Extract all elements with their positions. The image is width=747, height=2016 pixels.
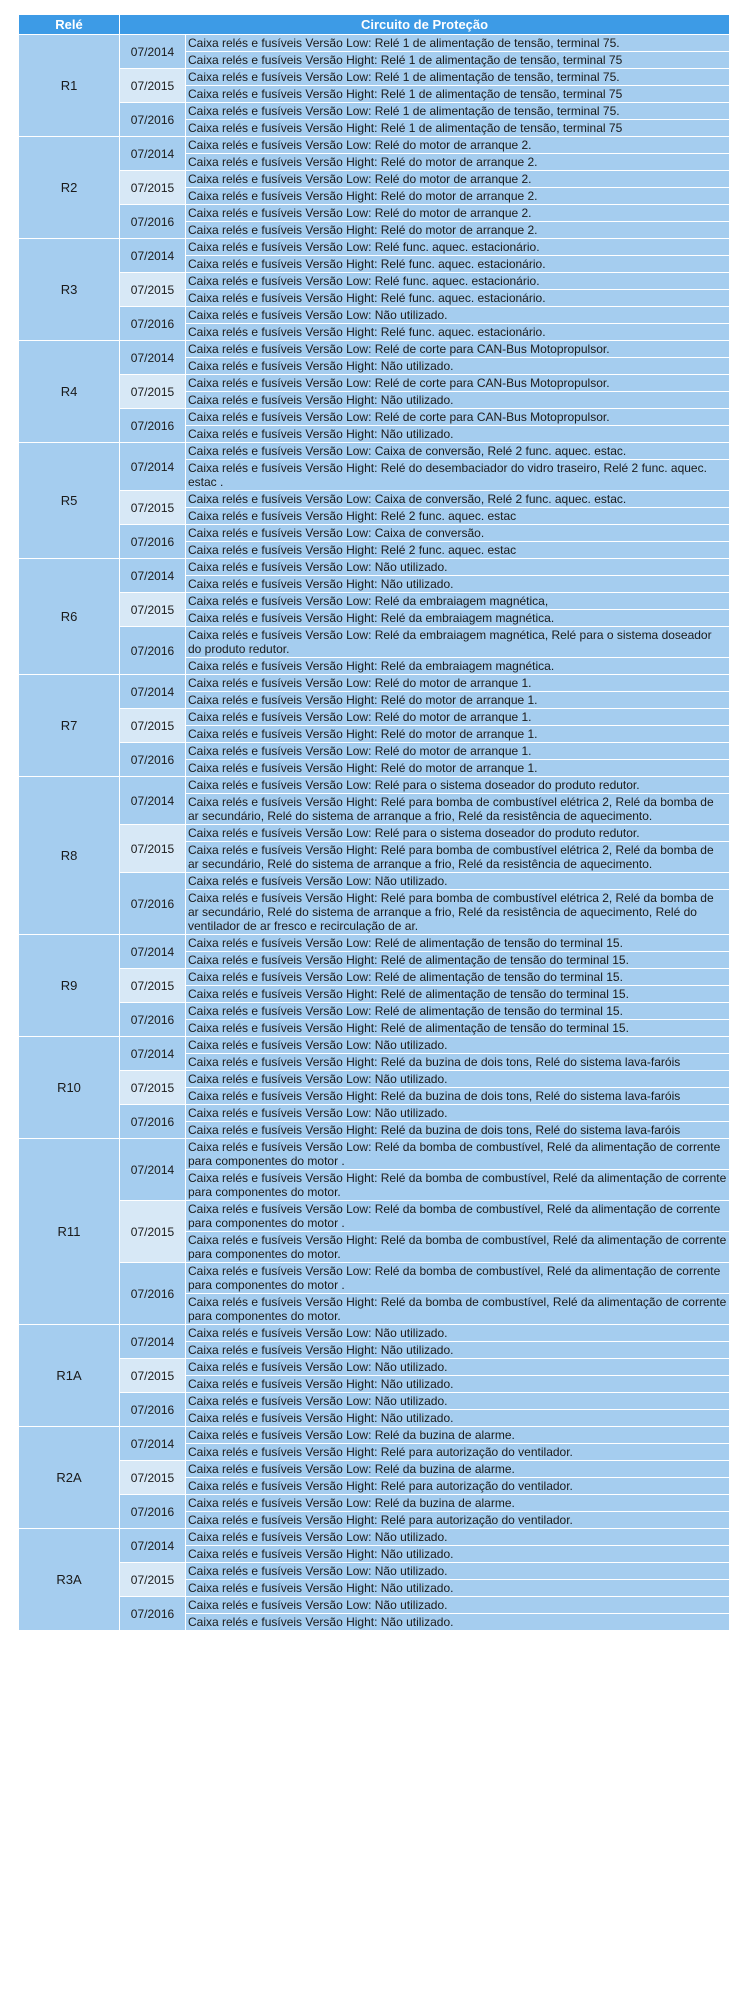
- relay-id: R9: [19, 935, 120, 1037]
- version-date: 07/2016: [120, 1597, 186, 1631]
- circuit-low: Caixa relés e fusíveis Versão Low: Relé de alimentação de tensão do terminal 15.: [186, 969, 730, 986]
- table-row: [19, 1003, 730, 1020]
- circuit-high: Caixa relés e fusíveis Versão Hight: Não utilizado.: [186, 1342, 730, 1359]
- circuit-low: Caixa relés e fusíveis Versão Low: Caixa de conversão.: [186, 525, 730, 542]
- relay-table: [18, 14, 730, 1631]
- version-date: 07/2016: [120, 1495, 186, 1529]
- version-date: 07/2014: [120, 443, 186, 491]
- circuit-low: Caixa relés e fusíveis Versão Low: Relé 1 de alimentação de tensão, terminal 75.: [186, 103, 730, 120]
- circuit-high: Caixa relés e fusíveis Versão Hight: Não utilizado.: [186, 1410, 730, 1427]
- version-date: 07/2016: [120, 1003, 186, 1037]
- relay-id: R5: [19, 443, 120, 559]
- circuit-low: Caixa relés e fusíveis Versão Low: Relé func. aquec. estacionário.: [186, 273, 730, 290]
- circuit-low: Caixa relés e fusíveis Versão Low: Não utilizado.: [186, 1325, 730, 1342]
- relay-id: R3A: [19, 1529, 120, 1631]
- circuit-low: Caixa relés e fusíveis Versão Low: Não utilizado.: [186, 1597, 730, 1614]
- version-date: 07/2016: [120, 1105, 186, 1139]
- circuit-high: Caixa relés e fusíveis Versão Hight: Relé 1 de alimentação de tensão, terminal 75: [186, 86, 730, 103]
- relay-id: R11: [19, 1139, 120, 1325]
- relay-id: R2A: [19, 1427, 120, 1529]
- circuit-low: Caixa relés e fusíveis Versão Low: Relé func. aquec. estacionário.: [186, 239, 730, 256]
- relay-id: R1: [19, 35, 120, 137]
- version-date: 07/2014: [120, 239, 186, 273]
- circuit-high: Caixa relés e fusíveis Versão Hight: Relé da buzina de dois tons, Relé do sistema lava-faróis: [186, 1122, 730, 1139]
- version-date: 07/2015: [120, 491, 186, 525]
- circuit-high: Caixa relés e fusíveis Versão Hight: Relé do motor de arranque 2.: [186, 188, 730, 205]
- table-row: [19, 559, 730, 576]
- circuit-low: Caixa relés e fusíveis Versão Low: Relé da embraiagem magnética, Relé para o sistema doseador do produto redutor.: [186, 627, 730, 658]
- table-row: [19, 1139, 730, 1170]
- version-date: 07/2015: [120, 969, 186, 1003]
- circuit-high: Caixa relés e fusíveis Versão Hight: Relé de alimentação de tensão do terminal 15.: [186, 986, 730, 1003]
- table-row: [19, 1071, 730, 1088]
- table-row: [19, 825, 730, 842]
- version-date: 07/2016: [120, 1393, 186, 1427]
- table-header-row: [19, 15, 730, 35]
- table-row: [19, 1427, 730, 1444]
- table-row: [19, 1037, 730, 1054]
- table-row: [19, 1461, 730, 1478]
- circuit-low: Caixa relés e fusíveis Versão Low: Relé para o sistema doseador do produto redutor.: [186, 825, 730, 842]
- table-body: [19, 35, 730, 1631]
- version-date: 07/2015: [120, 273, 186, 307]
- circuit-high: Caixa relés e fusíveis Versão Hight: Não utilizado.: [186, 1546, 730, 1563]
- version-date: 07/2014: [120, 1139, 186, 1201]
- table-row: [19, 491, 730, 508]
- table-row: [19, 627, 730, 658]
- relay-id: R3: [19, 239, 120, 341]
- table-row: [19, 1105, 730, 1122]
- version-date: 07/2016: [120, 205, 186, 239]
- table-row: [19, 137, 730, 154]
- table-row: [19, 307, 730, 324]
- circuit-low: Caixa relés e fusíveis Versão Low: Relé do motor de arranque 1.: [186, 709, 730, 726]
- circuit-low: Caixa relés e fusíveis Versão Low: Relé de corte para CAN-Bus Motopropulsor.: [186, 375, 730, 392]
- table-row: [19, 1359, 730, 1376]
- version-date: 07/2016: [120, 743, 186, 777]
- circuit-low: Caixa relés e fusíveis Versão Low: Não utilizado.: [186, 307, 730, 324]
- version-date: 07/2016: [120, 873, 186, 935]
- circuit-low: Caixa relés e fusíveis Versão Low: Não utilizado.: [186, 1071, 730, 1088]
- table-row: [19, 709, 730, 726]
- version-date: 07/2015: [120, 1359, 186, 1393]
- version-date: 07/2014: [120, 1325, 186, 1359]
- circuit-low: Caixa relés e fusíveis Versão Low: Não utilizado.: [186, 873, 730, 890]
- circuit-high: Caixa relés e fusíveis Versão Hight: Relé 1 de alimentação de tensão, terminal 75: [186, 120, 730, 137]
- table-row: [19, 1201, 730, 1232]
- table-row: [19, 1263, 730, 1294]
- table-row: [19, 69, 730, 86]
- circuit-low: Caixa relés e fusíveis Versão Low: Relé do motor de arranque 1.: [186, 743, 730, 760]
- circuit-high: Caixa relés e fusíveis Versão Hight: Relé da buzina de dois tons, Relé do sistema lava-faróis: [186, 1088, 730, 1105]
- version-date: 07/2015: [120, 171, 186, 205]
- circuit-low: Caixa relés e fusíveis Versão Low: Relé 1 de alimentação de tensão, terminal 75.: [186, 35, 730, 52]
- circuit-high: Caixa relés e fusíveis Versão Hight: Relé da embraiagem magnética.: [186, 658, 730, 675]
- circuit-high: Caixa relés e fusíveis Versão Hight: Relé do desembaciador do vidro traseiro, Relé 2 func. aquec. estac .: [186, 460, 730, 491]
- relay-id: R10: [19, 1037, 120, 1139]
- version-date: 07/2014: [120, 559, 186, 593]
- version-date: 07/2015: [120, 825, 186, 873]
- version-date: 07/2016: [120, 103, 186, 137]
- circuit-low: Caixa relés e fusíveis Versão Low: Não utilizado.: [186, 1563, 730, 1580]
- version-date: 07/2014: [120, 1427, 186, 1461]
- circuit-high: Caixa relés e fusíveis Versão Hight: Não utilizado.: [186, 1614, 730, 1631]
- circuit-high: Caixa relés e fusíveis Versão Hight: Relé 2 func. aquec. estac: [186, 542, 730, 559]
- table-row: [19, 341, 730, 358]
- circuit-high: Caixa relés e fusíveis Versão Hight: Relé para bomba de combustível elétrica 2, Relé da bomba de ar secundário, Relé do sistema de arranque a frio, Relé da resistência de aquecimento.: [186, 794, 730, 825]
- table-row: [19, 375, 730, 392]
- relay-id: R1A: [19, 1325, 120, 1427]
- circuit-high: Caixa relés e fusíveis Versão Hight: Relé de alimentação de tensão do terminal 15.: [186, 1020, 730, 1037]
- version-date: 07/2015: [120, 1201, 186, 1263]
- circuit-high: Caixa relés e fusíveis Versão Hight: Relé func. aquec. estacionário.: [186, 324, 730, 341]
- circuit-high: Caixa relés e fusíveis Versão Hight: Relé da bomba de combustível, Relé da alimentação de corrente para componentes do motor.: [186, 1170, 730, 1201]
- version-date: 07/2016: [120, 409, 186, 443]
- circuit-low: Caixa relés e fusíveis Versão Low: Caixa de conversão, Relé 2 func. aquec. estac.: [186, 443, 730, 460]
- circuit-low: Caixa relés e fusíveis Versão Low: Relé do motor de arranque 2.: [186, 171, 730, 188]
- table-row: [19, 239, 730, 256]
- circuit-low: Caixa relés e fusíveis Versão Low: Relé de alimentação de tensão do terminal 15.: [186, 935, 730, 952]
- circuit-high: Caixa relés e fusíveis Versão Hight: Relé para bomba de combustível elétrica 2, Relé da bomba de ar secundário, Relé do sistema de arranque a frio, Relé da resistência de aquecimento, Relé do ventilador de ar fresco e recirculação de ar.: [186, 890, 730, 935]
- circuit-low: Caixa relés e fusíveis Versão Low: Não utilizado.: [186, 1105, 730, 1122]
- version-date: 07/2015: [120, 1563, 186, 1597]
- version-date: 07/2015: [120, 1461, 186, 1495]
- circuit-high: Caixa relés e fusíveis Versão Hight: Não utilizado.: [186, 426, 730, 443]
- circuit-low: Caixa relés e fusíveis Versão Low: Relé do motor de arranque 1.: [186, 675, 730, 692]
- circuit-high: Caixa relés e fusíveis Versão Hight: Não utilizado.: [186, 358, 730, 375]
- circuit-low: Caixa relés e fusíveis Versão Low: Relé do motor de arranque 2.: [186, 137, 730, 154]
- version-date: 07/2014: [120, 935, 186, 969]
- table-row: [19, 35, 730, 52]
- circuit-high: Caixa relés e fusíveis Versão Hight: Não utilizado.: [186, 1376, 730, 1393]
- version-date: 07/2015: [120, 375, 186, 409]
- circuit-high: Caixa relés e fusíveis Versão Hight: Não utilizado.: [186, 576, 730, 593]
- relay-id: R7: [19, 675, 120, 777]
- version-date: 07/2016: [120, 307, 186, 341]
- circuit-high: Caixa relés e fusíveis Versão Hight: Relé da bomba de combustível, Relé da alimentação de corrente para componentes do motor.: [186, 1232, 730, 1263]
- table-row: [19, 1529, 730, 1546]
- circuit-high: Caixa relés e fusíveis Versão Hight: Relé da bomba de combustível, Relé da alimentação de corrente para componentes do motor.: [186, 1294, 730, 1325]
- table-row: [19, 743, 730, 760]
- table-row: [19, 1495, 730, 1512]
- relay-id: R6: [19, 559, 120, 675]
- relay-table-container: [18, 14, 729, 1631]
- circuit-low: Caixa relés e fusíveis Versão Low: Relé 1 de alimentação de tensão, terminal 75.: [186, 69, 730, 86]
- table-row: [19, 443, 730, 460]
- circuit-low: Caixa relés e fusíveis Versão Low: Não utilizado.: [186, 1037, 730, 1054]
- circuit-high: Caixa relés e fusíveis Versão Hight: Relé do motor de arranque 2.: [186, 154, 730, 171]
- table-row: [19, 103, 730, 120]
- circuit-high: Caixa relés e fusíveis Versão Hight: Não utilizado.: [186, 392, 730, 409]
- circuit-low: Caixa relés e fusíveis Versão Low: Relé de corte para CAN-Bus Motopropulsor.: [186, 409, 730, 426]
- relay-id: R4: [19, 341, 120, 443]
- table-row: [19, 273, 730, 290]
- circuit-low: Caixa relés e fusíveis Versão Low: Relé de alimentação de tensão do terminal 15.: [186, 1003, 730, 1020]
- circuit-high: Caixa relés e fusíveis Versão Hight: Relé do motor de arranque 1.: [186, 760, 730, 777]
- circuit-low: Caixa relés e fusíveis Versão Low: Relé da bomba de combustível, Relé da alimentação de corrente para componentes do motor .: [186, 1139, 730, 1170]
- circuit-high: Caixa relés e fusíveis Versão Hight: Relé do motor de arranque 1.: [186, 692, 730, 709]
- version-date: 07/2014: [120, 137, 186, 171]
- table-row: [19, 935, 730, 952]
- circuit-low: Caixa relés e fusíveis Versão Low: Não utilizado.: [186, 559, 730, 576]
- relay-id: R8: [19, 777, 120, 935]
- circuit-low: Caixa relés e fusíveis Versão Low: Relé da embraiagem magnética,: [186, 593, 730, 610]
- circuit-high: Caixa relés e fusíveis Versão Hight: Relé de alimentação de tensão do terminal 15.: [186, 952, 730, 969]
- circuit-high: Caixa relés e fusíveis Versão Hight: Relé para bomba de combustível elétrica 2, Relé da bomba de ar secundário, Relé do sistema de arranque a frio, Relé da resistência de aquecimento.: [186, 842, 730, 873]
- circuit-high: Caixa relés e fusíveis Versão Hight: Relé para autorização do ventilador.: [186, 1512, 730, 1529]
- circuit-high: Caixa relés e fusíveis Versão Hight: Relé da buzina de dois tons, Relé do sistema lava-faróis: [186, 1054, 730, 1071]
- circuit-high: Caixa relés e fusíveis Versão Hight: Relé func. aquec. estacionário.: [186, 290, 730, 307]
- table-row: [19, 593, 730, 610]
- version-date: 07/2014: [120, 1037, 186, 1071]
- circuit-high: Caixa relés e fusíveis Versão Hight: Relé para autorização do ventilador.: [186, 1478, 730, 1495]
- circuit-low: Caixa relés e fusíveis Versão Low: Relé de corte para CAN-Bus Motopropulsor.: [186, 341, 730, 358]
- circuit-low: Caixa relés e fusíveis Versão Low: Não utilizado.: [186, 1359, 730, 1376]
- header-circuito: Circuito de Proteção: [120, 15, 730, 35]
- table-row: [19, 525, 730, 542]
- table-row: [19, 1597, 730, 1614]
- circuit-high: Caixa relés e fusíveis Versão Hight: Relé func. aquec. estacionário.: [186, 256, 730, 273]
- version-date: 07/2014: [120, 777, 186, 825]
- circuit-low: Caixa relés e fusíveis Versão Low: Relé da buzina de alarme.: [186, 1495, 730, 1512]
- version-date: 07/2014: [120, 341, 186, 375]
- circuit-high: Caixa relés e fusíveis Versão Hight: Relé 1 de alimentação de tensão, terminal 75: [186, 52, 730, 69]
- circuit-low: Caixa relés e fusíveis Versão Low: Relé da buzina de alarme.: [186, 1461, 730, 1478]
- table-row: [19, 675, 730, 692]
- circuit-high: Caixa relés e fusíveis Versão Hight: Relé da embraiagem magnética.: [186, 610, 730, 627]
- table-row: [19, 1325, 730, 1342]
- circuit-low: Caixa relés e fusíveis Versão Low: Relé para o sistema doseador do produto redutor.: [186, 777, 730, 794]
- table-row: [19, 1393, 730, 1410]
- version-date: 07/2015: [120, 709, 186, 743]
- version-date: 07/2014: [120, 675, 186, 709]
- circuit-low: Caixa relés e fusíveis Versão Low: Relé da bomba de combustível, Relé da alimentação de corrente para componentes do motor .: [186, 1201, 730, 1232]
- version-date: 07/2014: [120, 1529, 186, 1563]
- table-row: [19, 205, 730, 222]
- version-date: 07/2014: [120, 35, 186, 69]
- table-row: [19, 1563, 730, 1580]
- version-date: 07/2015: [120, 69, 186, 103]
- header-rele: Relé: [19, 15, 120, 35]
- version-date: 07/2015: [120, 1071, 186, 1105]
- version-date: 07/2016: [120, 627, 186, 675]
- circuit-high: Caixa relés e fusíveis Versão Hight: Não utilizado.: [186, 1580, 730, 1597]
- circuit-low: Caixa relés e fusíveis Versão Low: Relé da buzina de alarme.: [186, 1427, 730, 1444]
- circuit-low: Caixa relés e fusíveis Versão Low: Não utilizado.: [186, 1393, 730, 1410]
- table-row: [19, 171, 730, 188]
- version-date: 07/2015: [120, 593, 186, 627]
- circuit-high: Caixa relés e fusíveis Versão Hight: Relé para autorização do ventilador.: [186, 1444, 730, 1461]
- circuit-high: Caixa relés e fusíveis Versão Hight: Relé do motor de arranque 1.: [186, 726, 730, 743]
- table-row: [19, 409, 730, 426]
- circuit-low: Caixa relés e fusíveis Versão Low: Relé da bomba de combustível, Relé da alimentação de corrente para componentes do motor .: [186, 1263, 730, 1294]
- version-date: 07/2016: [120, 1263, 186, 1325]
- circuit-low: Caixa relés e fusíveis Versão Low: Relé do motor de arranque 2.: [186, 205, 730, 222]
- circuit-low: Caixa relés e fusíveis Versão Low: Não utilizado.: [186, 1529, 730, 1546]
- relay-id: R2: [19, 137, 120, 239]
- table-row: [19, 969, 730, 986]
- version-date: 07/2016: [120, 525, 186, 559]
- table-row: [19, 777, 730, 794]
- circuit-high: Caixa relés e fusíveis Versão Hight: Relé 2 func. aquec. estac: [186, 508, 730, 525]
- circuit-low: Caixa relés e fusíveis Versão Low: Caixa de conversão, Relé 2 func. aquec. estac.: [186, 491, 730, 508]
- circuit-high: Caixa relés e fusíveis Versão Hight: Relé do motor de arranque 2.: [186, 222, 730, 239]
- table-row: [19, 873, 730, 890]
